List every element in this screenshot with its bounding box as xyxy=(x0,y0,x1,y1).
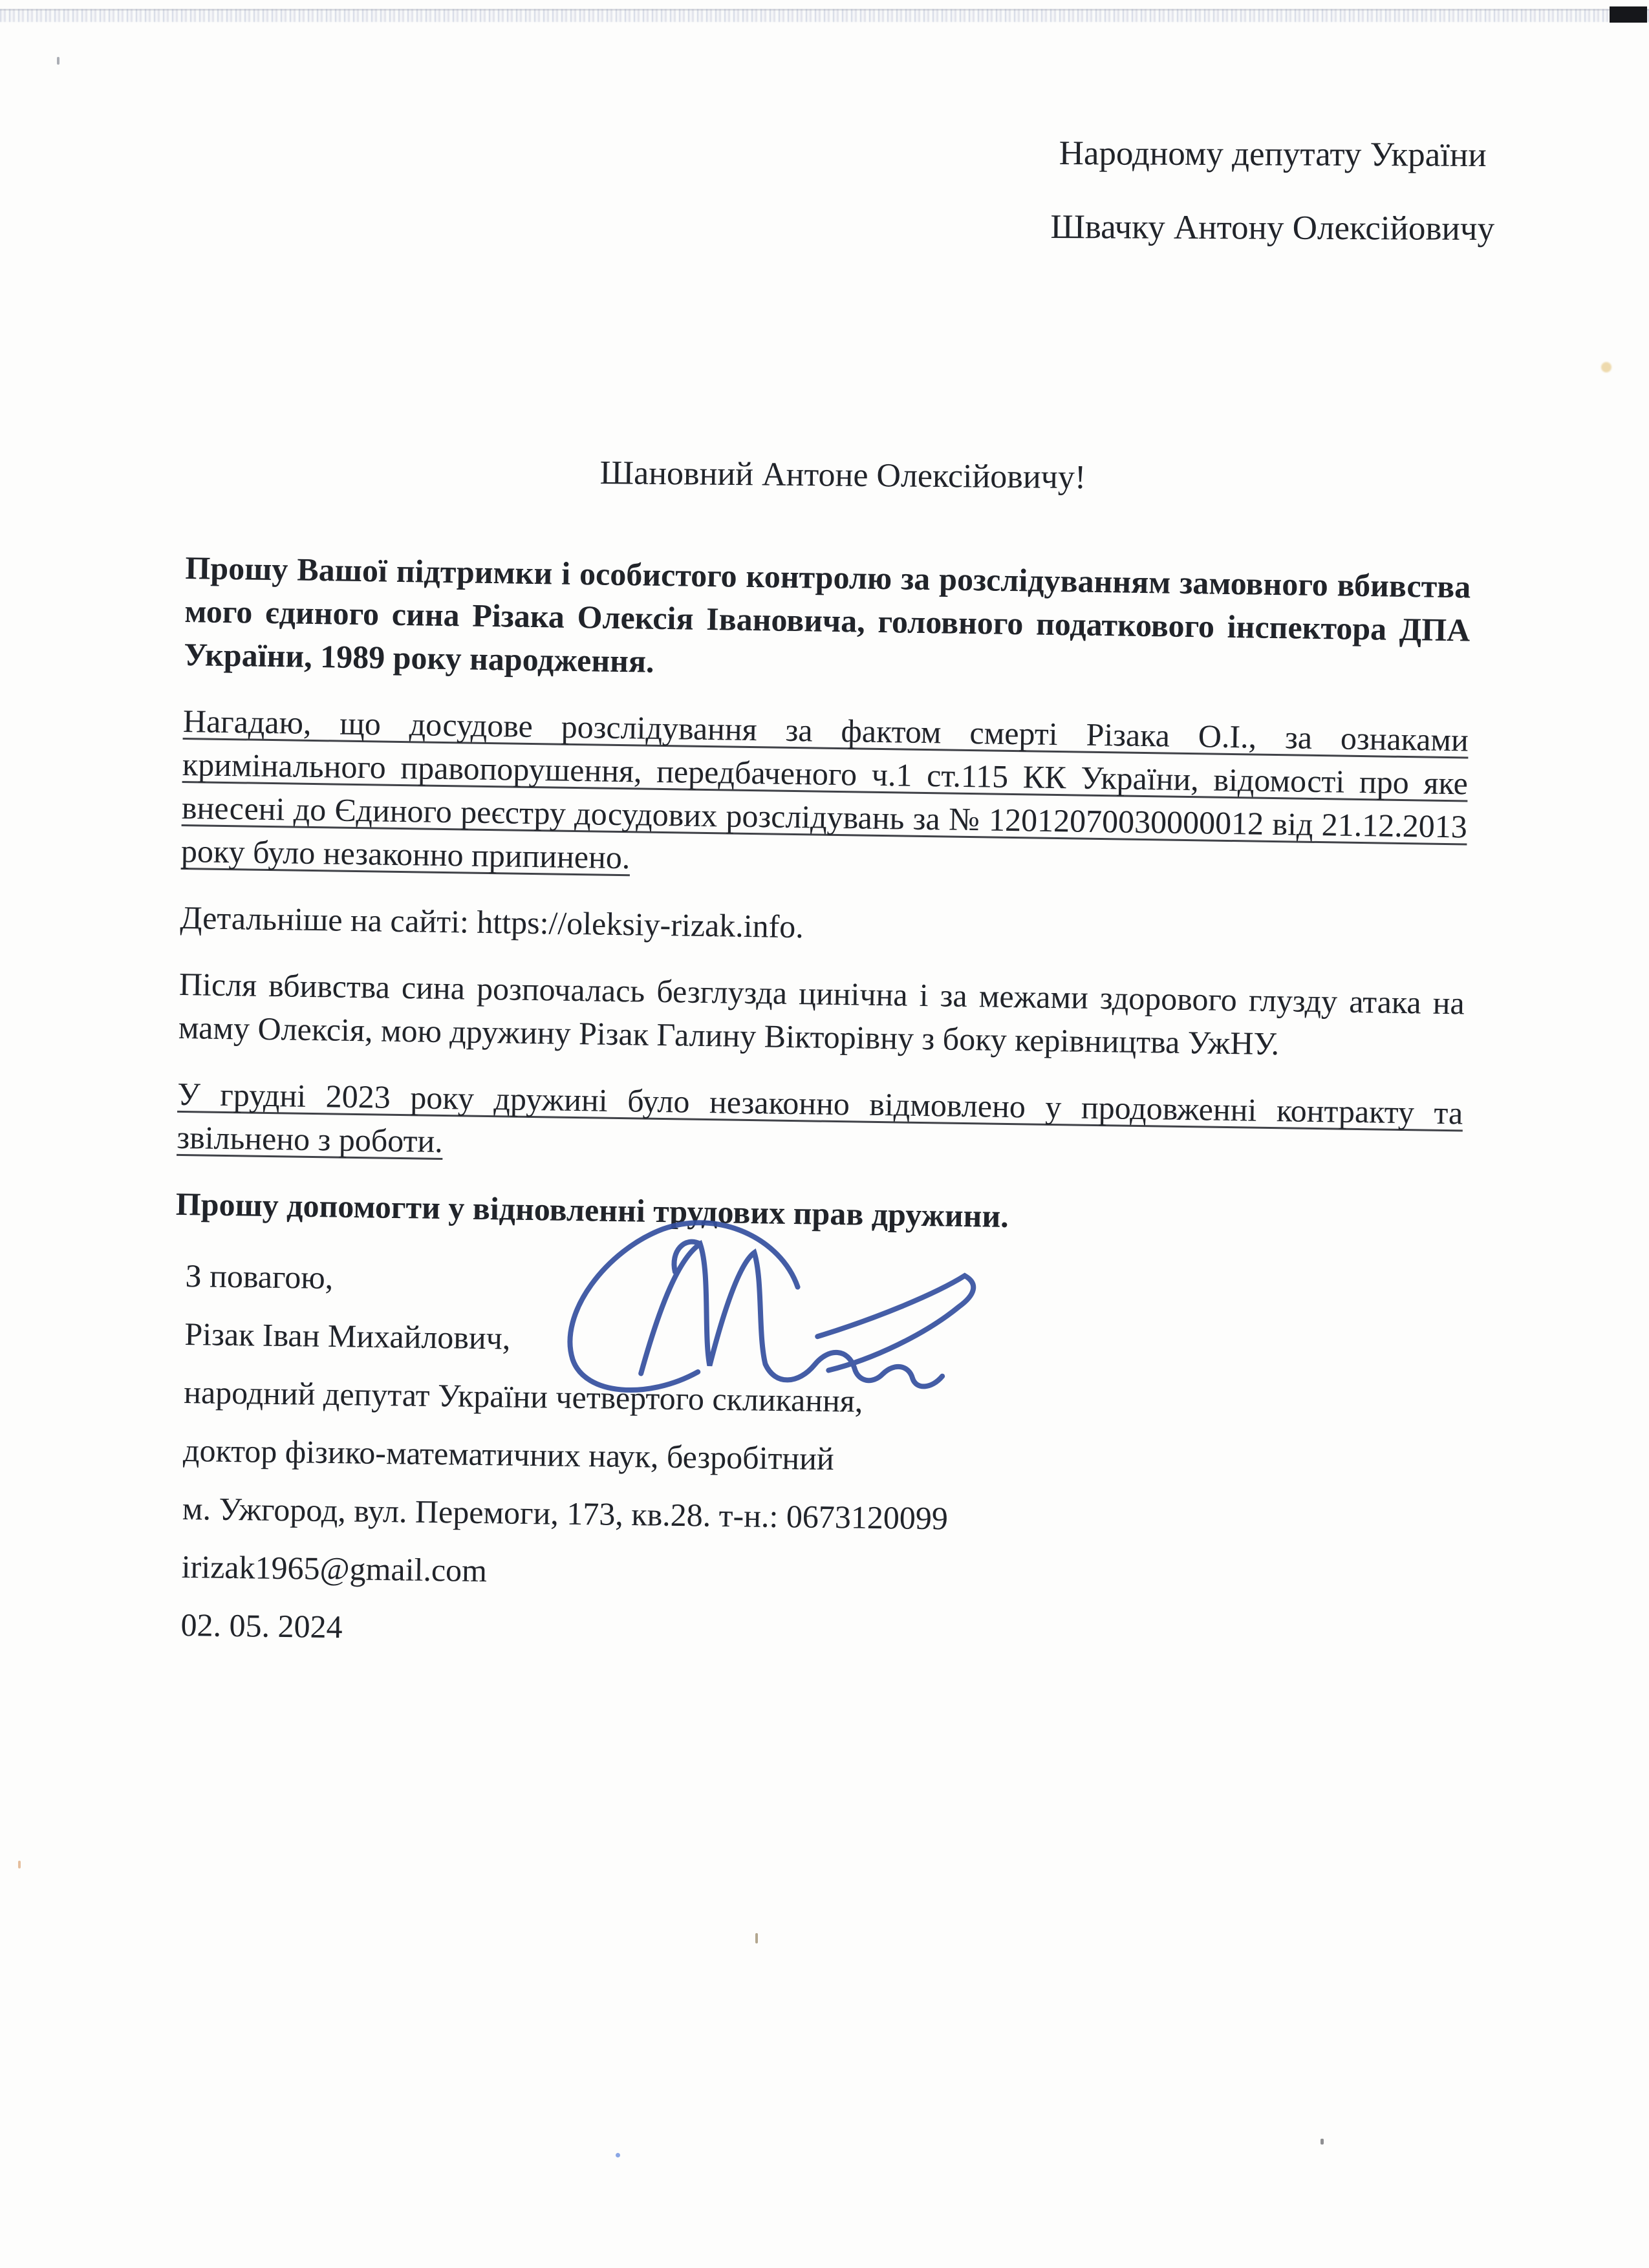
scan-speck xyxy=(57,57,59,65)
paragraph-request: Прошу Вашої підтримки і особистого контролю за розслідуванням замовного вбивства мого єдиного сина Різака Олексія Івановича, головного податкового інспектора ДПА України, 1989 року народження. xyxy=(184,549,1471,679)
addressee-block xyxy=(1050,135,1495,284)
letter-body xyxy=(175,546,1471,1268)
addressee-line-2: Швачку Антону Олексійовичу xyxy=(1050,208,1495,248)
scan-speck xyxy=(1320,2139,1324,2145)
scan-speck xyxy=(755,1933,758,1943)
paragraph-help-request: Прошу допомогти у відновленні трудових прав дружини. xyxy=(175,1185,1009,1234)
signoff-email: irizak1965@gmail.com xyxy=(181,1548,488,1589)
signoff-date: 02. 05. 2024 xyxy=(180,1606,343,1645)
handwritten-signature xyxy=(544,1193,1001,1421)
signoff-title-2: доктор фізико-математичних наук, безробітний xyxy=(182,1431,835,1477)
scan-speck xyxy=(616,2153,620,2157)
paragraph-attack: Після вбивства сина розпочалась безглузда цинічна і за межами здорового глузду атака на маму Олексія, мою дружину Різак Галину Вікторівну з боку керівництва УжНУ. xyxy=(178,965,1465,1062)
salutation: Шановний Антоне Олексійовичу! xyxy=(599,454,1086,497)
signoff-name: Різак Іван Михайлович, xyxy=(184,1315,511,1356)
paragraph-website: Детальніше на сайті: https://oleksiy-rizak.info. xyxy=(180,899,804,945)
scan-speck xyxy=(1601,362,1611,372)
addressee-line-1: Народному депутату України xyxy=(1059,134,1487,174)
scan-speck xyxy=(18,1861,21,1868)
paragraph-dismissal: У грудні 2023 року дружині було незаконно відмовлено у продовженні контракту та звільнено з роботи. xyxy=(177,1075,1463,1159)
signoff-closing: З повагою, xyxy=(185,1257,334,1296)
signoff-title-1: народний депутат України четвертого скликання, xyxy=(183,1373,863,1419)
scan-noise-band xyxy=(0,9,1649,22)
scan-corner-mark xyxy=(1610,6,1647,23)
paragraph-reminder: Нагадаю, що досудове розслідування за фактом смерті Різака О.І., за ознаками кримінального правопорушення, передбаченого ч.1 ст.115 КК України, відомості про яке внесені до Єдиного реєстру досудових розслідувань за № 12012070030000012 від 21.12.2013 року було незаконно припинено. xyxy=(180,702,1469,876)
signoff-address: м. Ужгород, вул. Перемоги, 173, кв.28. т-н.: 0673120099 xyxy=(182,1490,949,1537)
